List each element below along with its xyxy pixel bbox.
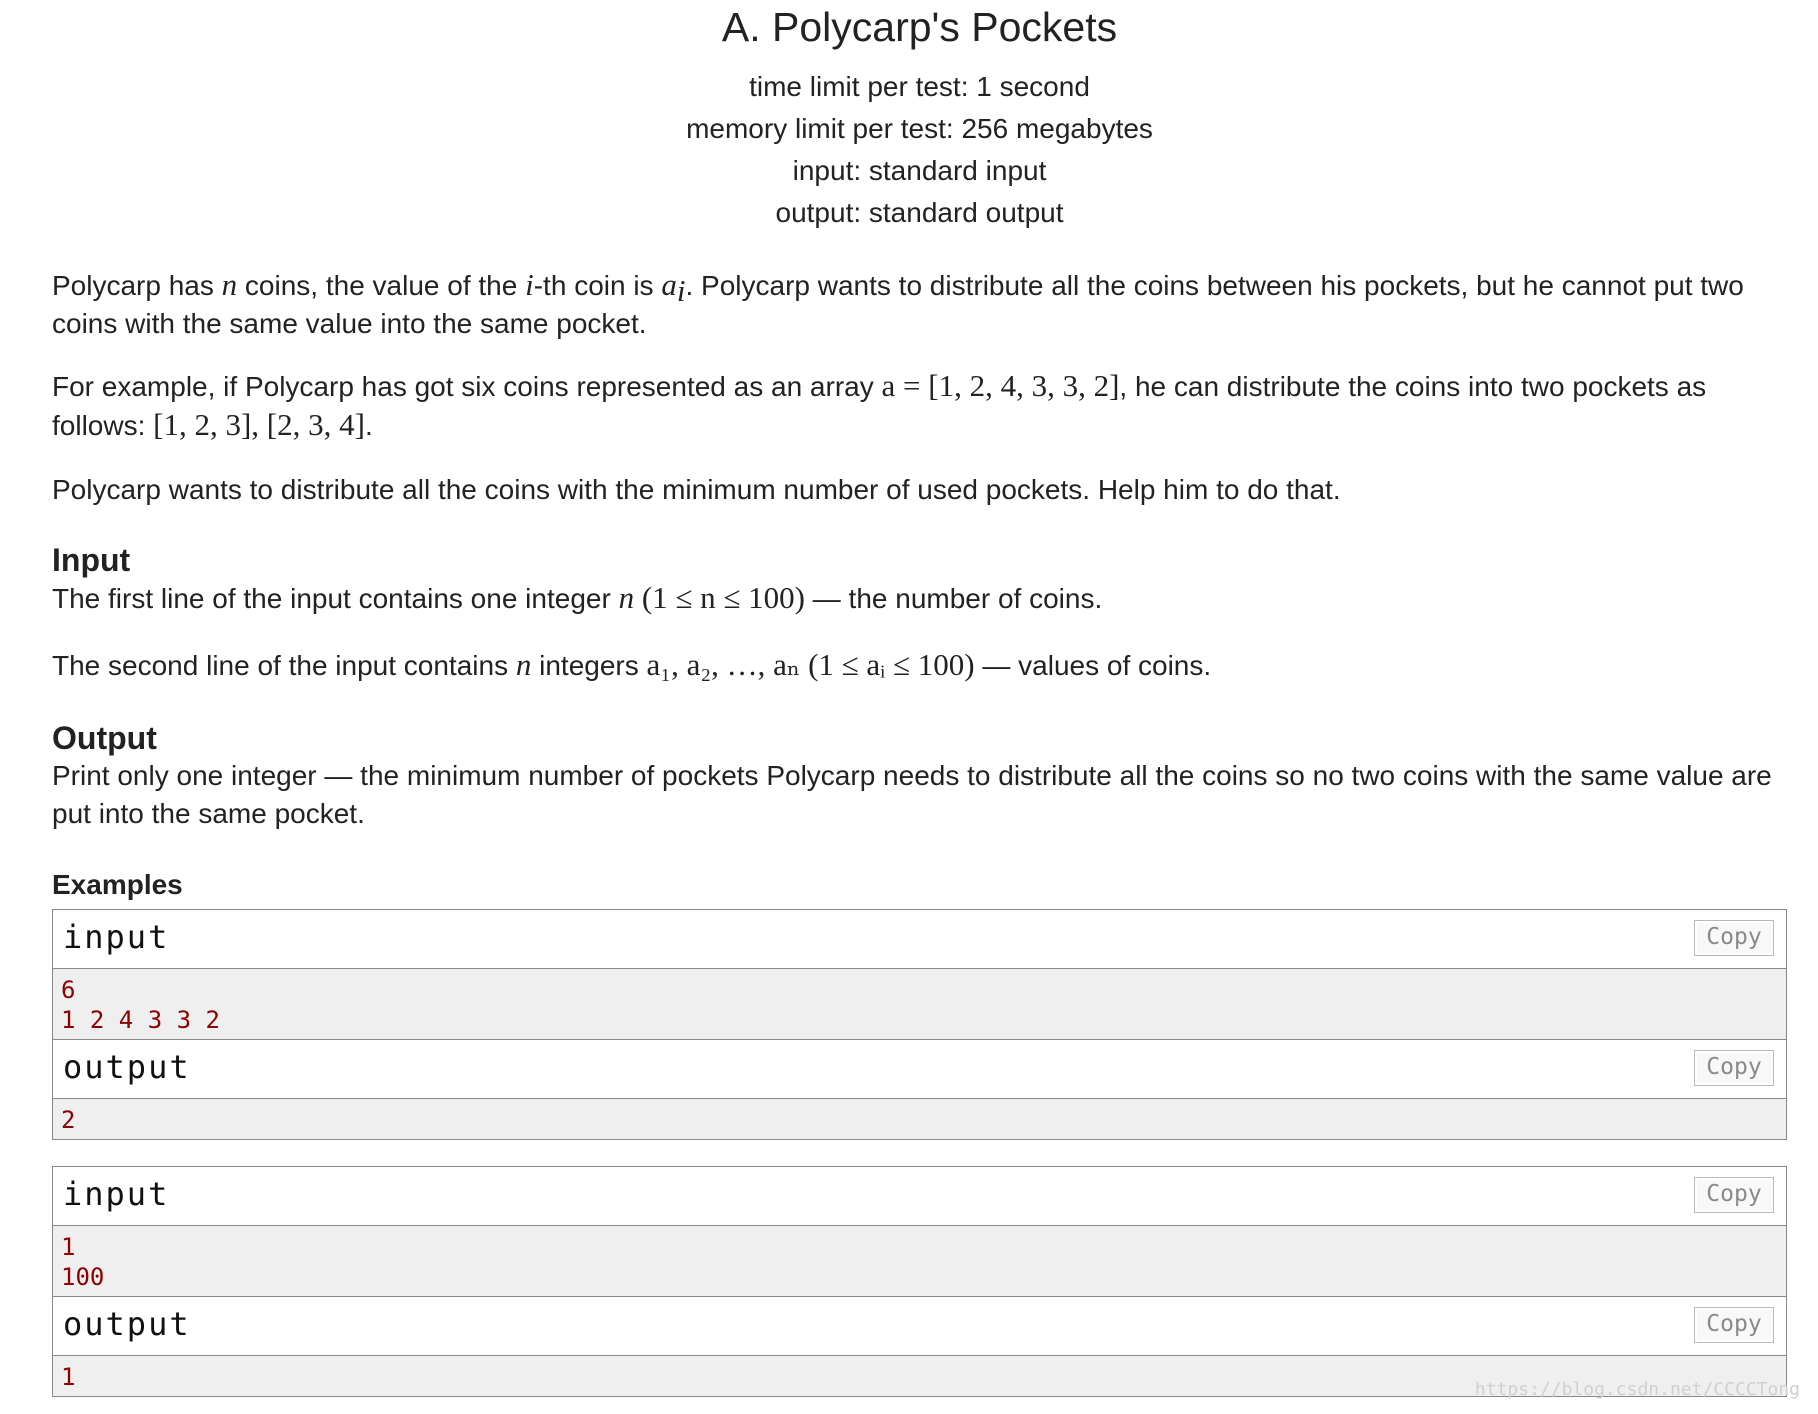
example-2-output-label: output xyxy=(63,1305,191,1343)
example-2-input-content[interactable]: 1 100 xyxy=(53,1226,1786,1297)
example-1-input-header xyxy=(53,910,1786,969)
example-2-output-copy-button[interactable]: Copy xyxy=(1694,1307,1774,1343)
statement-paragraph-2: For example, if Polycarp has got six coins represented as an array a = [1, 2, 4, 3, 3, 2], he can distribute the coins into two pockets as follows: [1, 2, 3], [2, 3, 4]. xyxy=(52,368,1707,442)
example-1-output-copy-button[interactable]: Copy xyxy=(1694,1050,1774,1086)
time-limit: time limit per test: 1 second xyxy=(749,71,1090,102)
problem-page xyxy=(52,0,1787,1397)
output-section-title: Output xyxy=(52,720,157,756)
problem-title: A. Polycarp's Pockets xyxy=(721,4,1118,50)
example-1 xyxy=(52,909,1787,1140)
watermark: https://blog.csdn.net/CCCCTong xyxy=(1474,1379,1800,1400)
example-2-input-label: input xyxy=(63,1175,170,1213)
problem-limits xyxy=(52,66,1787,234)
example-1-output-header xyxy=(53,1040,1786,1099)
statement-paragraph-1: Polycarp has n coins, the value of the i-th coin is $a_i$. Polycarp wants to distribute all the coins between his pockets, but he cannot put two coins with the same value into the same pocket. xyxy=(52,267,1744,339)
statement-paragraph-3: Polycarp wants to distribute all the coins with the minimum number of used pockets. Help him to do that. xyxy=(52,474,1341,505)
input-section-title: Input xyxy=(52,542,131,578)
example-2-input-copy-button[interactable]: Copy xyxy=(1694,1177,1774,1213)
example-2 xyxy=(52,1166,1787,1397)
example-1-input-copy-button[interactable]: Copy xyxy=(1694,920,1774,956)
example-1-output-label: output xyxy=(63,1048,191,1086)
input-spec: input: standard input xyxy=(792,155,1047,186)
example-1-input-label: input xyxy=(63,918,170,956)
example-2-input-header xyxy=(53,1167,1786,1226)
input-line-2: The second line of the input contains n integers a₁, a₂, …, aₙ (1 ≤ aᵢ ≤ 100) — values of coins. xyxy=(52,647,1212,682)
examples-title: Examples xyxy=(52,869,183,900)
example-1-input-content[interactable]: 6 1 2 4 3 3 2 xyxy=(53,969,1786,1040)
example-1-output-content[interactable]: 2 xyxy=(53,1099,1786,1139)
input-line-1: The first line of the input contains one integer n (1 ≤ n ≤ 100) — the number of coins. xyxy=(52,580,1103,615)
output-spec: output: standard output xyxy=(775,197,1064,228)
memory-limit: memory limit per test: 256 megabytes xyxy=(686,113,1153,144)
example-2-output-header xyxy=(53,1297,1786,1356)
example-2-output-content[interactable]: 1 xyxy=(53,1356,1786,1396)
output-description: Print only one integer — the minimum number of pockets Polycarp needs to distribute all the coins so no two coins with the same value are put into the same pocket. xyxy=(52,760,1772,829)
